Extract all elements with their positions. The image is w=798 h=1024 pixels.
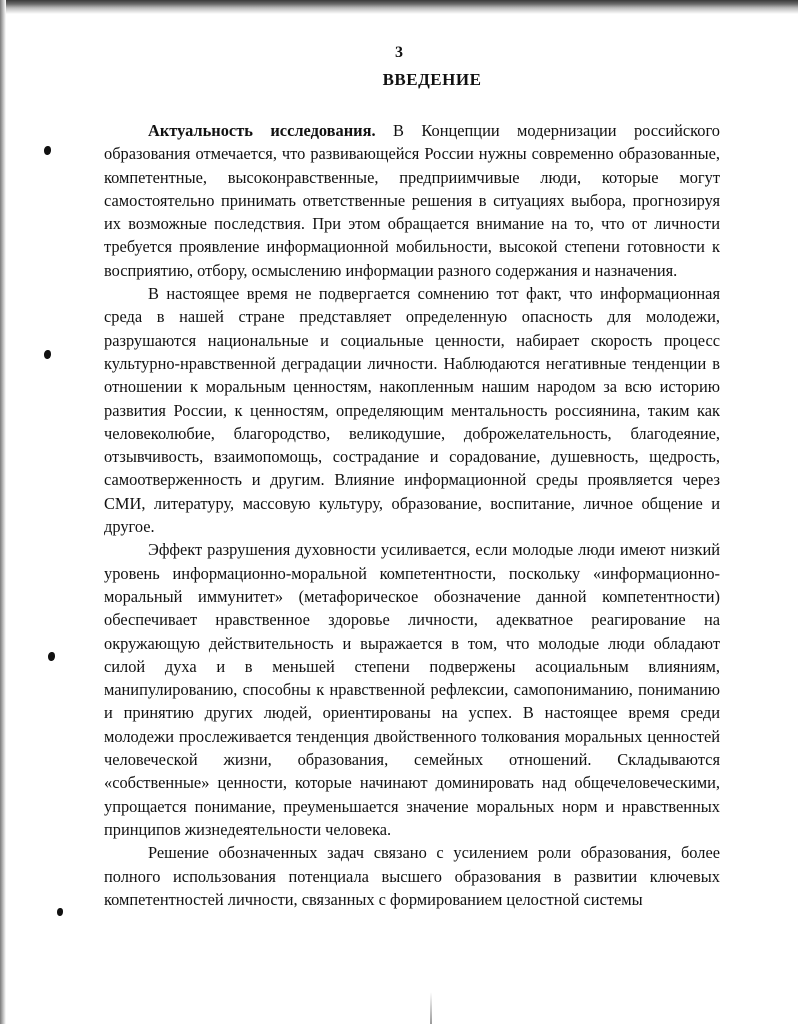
- paragraph-text: Эффект разрушения духовности усиливается, если молодые люди имеют низкий уровень информационно-моральной компетентности, поскольку «информационно-моральный иммунитет» (метафорическое обозначение данной компетентности) обеспечивает нравственное здоровье личности, адекватное реагирование на окружающую действительность и выражается в том, что молодые люди обладают силой духа и в меньшей степени подвержены асоциальным влияниям, манипулированию, способны к нравственной рефлексии, самопониманию, пониманию и принятию других людей, ориентированы на успех. В настоящее время среди молодежи прослеживается тенденция двойственного толкования моральных ценностей человеческой жизни, образования, семейных отношений. Складываются «собственные» ценности, которые начинают доминировать над общечеловеческими, упрощается понимание, преуменьшается значение моральных норм и нравственных принципов жизнедеятельности человека.: [104, 540, 720, 839]
- scan-edge-left: [0, 0, 6, 1024]
- paragraph-text: В настоящее время не подвергается сомнению тот факт, что информационная среда в нашей стране представляет определенную опасность для молодежи, разрушаются национальные и социальные ценности, набирает скорость процесс культурно-нравственной деградации личности. Наблюдаются негативные тенденции в отношении к моральным ценностям, накопленным нашим народом за всю историю развития России, к ценностям, определяющим ментальность россиянина, таким как человеколюбие, благородство, великодушие, доброжелательность, благодеяние, отзывчивость, взаимопомощь, сострадание и сорадование, душевность, щедрость, самоотверженность и другим. Влияние информационной среды проявляется через СМИ, литературу, массовую культуру, образование, воспитание, личное общение и другое.: [104, 284, 720, 537]
- page-title: ВВЕДЕНИЕ: [382, 70, 482, 89]
- punch-hole-mark: [48, 652, 55, 661]
- inline-heading: Актуальность исследования.: [148, 121, 376, 140]
- paragraph-education-role: [104, 841, 720, 911]
- punch-hole-mark: [44, 350, 51, 359]
- punch-hole-mark: [44, 146, 51, 155]
- paragraph-relevance: [104, 119, 720, 282]
- scan-edge-top: [0, 0, 798, 14]
- paragraph-text: В Концепции модернизации российского образования отмечается, что развивающейся России нужны современно образованные, компетентные, высоконравственные, предприимчивые люди, которые могут самостоятельно принимать ответственные решения в ситуациях выбора, прогнозируя их возможные последствия. При этом обращается внимание на то, что от личности требуется проявление информационной мобильности, высокой степени готовности к восприятию, отбору, осмыслению информации разного содержания и назначения.: [104, 121, 720, 280]
- page-number: 3: [395, 44, 403, 61]
- body-text: [104, 119, 720, 911]
- scan-crease: [430, 992, 432, 1024]
- paragraph-text: Решение обозначенных задач связано с усилением роли образования, более полного использования потенциала высшего образования в развитии ключевых компетентностей личности, связанных с формированием целостной системы: [104, 843, 720, 909]
- paragraph-information-environment: [104, 282, 720, 538]
- punch-hole-mark: [57, 908, 63, 916]
- paragraph-spirituality-effect: [104, 538, 720, 841]
